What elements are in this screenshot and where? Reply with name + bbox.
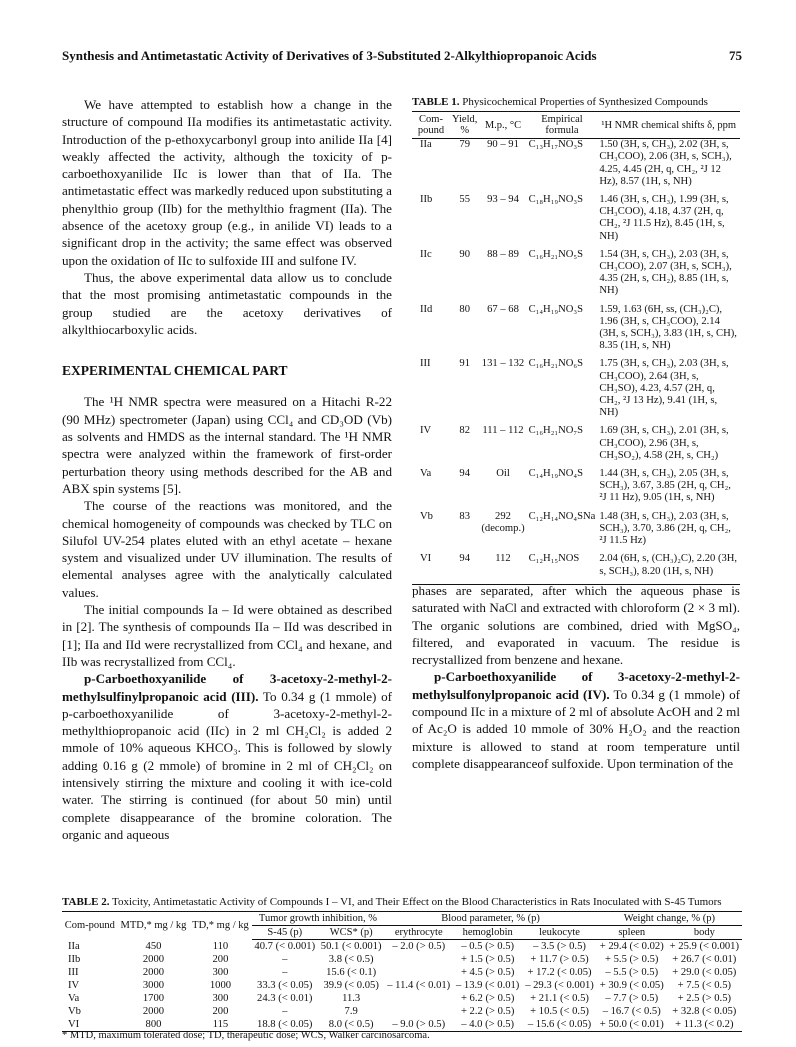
table-cell: 39.9 (< 0.05) [323,980,379,991]
table-cell: 88 – 89 [487,248,519,260]
column-header: WCS* (p) [318,926,384,940]
table-cell: C₁₄H₁₉NO₃S [528,303,583,315]
table-cell: 200 [212,954,229,965]
left-column [62,96,392,843]
table-cell: VI [62,1018,118,1032]
table-cell: 94 [450,553,479,584]
table-cell: 110 [212,940,229,952]
table-cell: IIb [68,954,81,965]
column-header: body [667,926,742,940]
table-1 [412,96,740,585]
table-cell: 292 (decomp.) [481,510,525,534]
table-cell: + 17.2 (< 0.05) [527,967,592,978]
group-header: Blood parameter, % (p) [384,912,596,926]
group-header: Weight change, % (p) [597,912,742,926]
table-1-caption [412,96,740,108]
table-cell: 1.75 (3H, s, CH₃), 2.03 (3H, s, CH₃COO), 2.64 (3H, s, CH₃SO), 4.23, 4.57 (2H, q, CH₂, ²J 13 Hz), 9.41 (1H, s, NH) [599,358,729,419]
table-cell: VI [412,553,450,584]
table-cell: III [68,967,79,978]
table-cell: C₁₆H₂₁NO₅S [528,248,583,260]
table-cell: + 2.5 (> 0.5) [677,993,732,1004]
table-cell: 1.46 (3H, s, CH₃), 1.99 (3H, s, CH₃COO), 4.18, 4.37 (2H, q, CH₂, ²J 11.5 Hz), 8.45 (1H, s, NH) [599,194,729,242]
paragraph-text: To 0.34 g (1 mmole) of compound IIc in a mixture of 2 ml of absolute AcOH and 2 ml of Ac₂O is added 10 mmole of 30% H₂O₂ and the reaction mixture is allowed to stand at room temperature until complete disappearanceof sulfoxide. Upon termination of the [412,686,740,771]
table-cell: – [282,967,288,978]
table-cell: IV [68,980,80,991]
table-cell: + 25.9 (< 0.001) [669,941,739,952]
table-cell: 90 – 91 [487,139,519,151]
table-cell: IIc [420,248,432,260]
table-1-label: TABLE 1. [412,96,460,108]
table-cell: 1000 [209,980,232,991]
running-title: Synthesis and Antimetastatic Activity of Derivatives of 3-Substituted 2-Alkylthiopropanoic Acids [62,48,597,63]
table-row [62,966,742,979]
column-header: spleen [597,926,667,940]
table-row [412,468,740,511]
column-header: S-45 (p) [252,926,318,940]
table-cell: 300 [212,967,229,978]
table-cell: C₁₂H₁₄NO₄SNa [528,510,596,522]
table-cell: – 2.0 (> 0.5) [392,941,446,952]
table-cell: Va [68,993,80,1004]
table-cell: 40.7 (< 0.001) [254,941,316,952]
table-cell: 2.04 (6H, s, (CH₃)₂C), 2.20 (3H, s, SCH₃), 8.20 (1H, s, NH) [597,553,740,584]
table-row [412,194,740,249]
table-cell: 91 [459,358,470,370]
table-cell: 11.3 [342,993,361,1004]
table-cell: C₁₈H₁₉NO₃S [528,194,583,206]
table-2-title: Toxicity, Antimetastatic Activity of Compounds I – VI, and Their Effect on the Blood Characteristics in Rats Inoculated with S-45 Tumors [109,896,722,908]
table-cell: IId [420,303,433,315]
table-cell: – 5.5 (> 0.5) [605,967,659,978]
table-cell: 200 [212,1006,229,1017]
paragraph: Thus, the above experimental data allow us to conclude that the most promising antimetastatic compounds in the group studied are the acetoxy derivatives of alkylthiocarboxylic acids. [62,269,392,337]
table-cell: 3000 [142,980,165,991]
column-header: TD,* mg / kg [189,912,251,940]
paragraph: The ¹H NMR spectra were measured on a Hitachi R-22 (90 MHz) spectrometer (Japan) using CCl₄ and CD₃OD (Vb) as solvents and HMDS as the internal standard. The ¹H NMR spectra were analyzed within the framework of first-order perturbation theory using methods described for the AB and ABX spin systems [5]. [62,394,392,496]
table-cell: – 15.6 (< 0.05) [522,1018,597,1032]
table-cell: 79 [459,139,470,151]
paragraph-text: To 0.34 g (1 mmole) of p-carboethoxyanilide of 3-acetoxy-2-methyl-2-methylthiopropanoic acid (IIc) in 2 ml CH₂Cl₂ is added 2 mmole of 10% aqueous KHCO₃. This is followed by slowly adding 0.16 g (2 mmole) of bromine in 2 ml of CH₂Cl₂ on intensively stirring the mixture and cooling it with ice-cold water. The stirring is continued (for about 50 min) until complete disappearance of the bromine coloration. The organic and aqueous [62,688,392,842]
table-cell: + 6.2 (> 0.5) [460,993,515,1004]
page-number: 75 [729,48,742,63]
table-cell: III [420,358,431,370]
table-cell: 3.8 (< 0.5) [328,954,374,965]
table-row [412,249,740,304]
table-cell: 80 [459,303,470,315]
table-row [412,425,740,468]
table-row [412,304,740,359]
paragraph: phases are separated, after which the aqueous phase is saturated with NaCl and extracted with chloroform (2 × 3 ml). The organic solutions are combined, dried with MgSO₄, filtered, and evaporated in vacuum. The residue is recrystallized from benzene and hexane. [412,583,740,668]
table-cell: 94 [459,468,470,480]
table-cell: 90 [459,248,470,260]
column-header: leukocyte [522,926,597,940]
table-cell: Vb [68,1006,81,1017]
table-cell: IIb [420,194,433,206]
table-cell: + 50.0 (< 0.01) [597,1018,667,1032]
table-row [62,992,742,1005]
table-cell: + 30.9 (< 0.05) [599,980,664,991]
table-cell: 1.59, 1.63 (6H, ss, (CH₃)₂C), 1.96 (3H, s, CH₃COO), 2.14 (3H, s, SCH₃), 3.83 (1H, s, CH), 8.35 (1H, s, NH) [599,303,737,352]
table-cell: 1.48 (3H, s, CH₃), 2.03 (3H, s, SCH₃), 3.70, 3.86 (2H, q, CH₂, ²J 11.5 Hz) [599,510,731,547]
table-1-grid [412,111,740,585]
paragraph [412,668,740,772]
table-row [412,139,740,194]
table-cell: Vb [420,510,433,522]
table-cell: 115 [189,1018,251,1032]
table-cell: + 4.5 (> 0.5) [460,967,515,978]
table-cell: Va [420,468,432,480]
compound-heading: p-Carboethoxyanilide of 3-acetoxy-2-methyl-2-methylsulfonylpropanoic acid (IV). [412,669,740,702]
table-cell: + 10.5 (< 0.5) [530,1006,589,1017]
table-cell [384,1005,453,1018]
table-cell: – 0.5 (> 0.5) [461,941,515,952]
group-header: Tumor growth inhibition, % [252,912,385,926]
table-cell: 300 [212,993,229,1004]
table-cell: IIa [420,139,432,151]
column-header: M.p., °C [479,112,526,139]
column-header: Empirical formula [527,112,598,139]
table-cell: + 2.2 (> 0.5) [460,1006,515,1017]
table-cell: + 21.1 (< 0.5) [530,993,589,1004]
paragraph: We have attempted to establish how a change in the structure of compound IIa modifies its antimetastatic activity. Introduction of the p-ethoxycarbonyl group into anilide IIa [4] weakly affected the activity, although the toxicity of p-carboethoxyanilide IIc is lower than that of IIa. The antimetastatic effect was markedly reduced upon substituting a phenylthio group (IIb) for the methylthio fragment (IIa). The absence of the acetoxy group (e.g., in anilide VI) leads to a significant drop in the activity; the same effect was observed upon the oxidation of IIc to sulfoxide III and sulfone IV. [62,97,392,268]
section-heading: EXPERIMENTAL CHEMICAL PART [62,363,288,379]
table-row [412,553,740,584]
table-cell: + 32.8 (< 0.05) [672,1006,737,1017]
table-cell: + 29.4 (< 0.02) [599,941,664,952]
table-cell: 8.0 (< 0.5) [318,1018,384,1032]
table-cell: 1.54 (3H, s, CH₃), 2.03 (3H, s, CH₃COO), 2.07 (3H, s, SCH₃), 4.35 (2H, s, CH₂), 8.85 (1H, s, NH) [599,248,732,297]
right-column [412,582,740,772]
table-cell: 82 [459,425,470,437]
table-cell: C₁₆H₂₁NO₇S [528,425,583,437]
table-cell: 1.69 (3H, s, CH₃), 2.01 (3H, s, CH₃COO), 2.96 (3H, s, CH₃SO₂), 4.58 (2H, s, CH₂) [599,425,729,461]
table-cell: + 5.5 (> 0.5) [605,954,659,965]
table-cell: 33.3 (< 0.05) [257,980,313,991]
table-row [62,953,742,966]
table-cell: 131 – 132 [481,358,525,370]
table-cell: + 7.5 (< 0.5) [677,980,732,991]
table-cell: 800 [118,1018,190,1032]
table-cell: + 26.7 (< 0.01) [672,954,737,965]
table-cell [384,992,453,1005]
paragraph: The initial compounds Ia – Id were obtained as described in [2]. The synthesis of compounds IIa – IId was described in [1]; IIa and IId were recrystallized from CCl₄ and hexane, and IIb was recrystallized from CCl₄. [62,602,392,669]
table-cell: C₁₂H₁₅NOS [527,553,598,584]
table-cell: 2000 [142,954,165,965]
table-cell: 18.8 (< 0.05) [252,1018,318,1032]
paragraph [62,670,392,843]
table-cell: 93 – 94 [487,194,519,206]
table-cell: C₁₃H₁₇NO₃S [528,139,583,151]
running-header [62,48,742,64]
table-cell: – 29.3 (< 0.001) [525,980,594,991]
table-cell: 1.50 (3H, s, CH₃), 2.02 (3H, s, CH₃COO), 2.06 (3H, s, SCH₃), 4.25, 4.45 (2H, q, CH₂, ²J 12 Hz), 8.57 (1H, s, NH) [599,139,732,187]
table-cell: C₁₄H₁₉NO₄S [528,468,583,480]
table-cell: – 7.7 (> 0.5) [605,993,659,1004]
table-cell: 7.9 [344,1006,358,1017]
table-cell: IV [420,425,432,437]
table-1-title: Physicochemical Properties of Synthesized Compounds [459,96,708,108]
table-cell: – 4.0 (> 0.5) [453,1018,522,1032]
compound-heading: p-Carboethoxyanilide of 3-acetoxy-2-methyl-2-methylsulfinylpropanoic acid (III). [62,671,392,704]
table-cell: + 29.0 (< 0.05) [672,967,737,978]
column-header: Com-pound [62,912,118,940]
table-row [412,358,740,425]
table-cell: + 11.3 (< 0.2) [667,1018,742,1032]
table-cell: 67 – 68 [487,303,519,315]
column-header: erythrocyte [384,926,453,940]
column-header: hemoglobin [453,926,522,940]
table-row [62,979,742,992]
table-2 [62,896,742,1032]
table-row [62,1005,742,1018]
table-cell: – 16.7 (< 0.5) [602,1006,661,1017]
table-cell: – 9.0 (> 0.5) [384,1018,453,1032]
table-cell: 450 [145,940,162,952]
table-cell: 111 – 112 [482,425,524,437]
table-cell: 15.6 (< 0.1) [326,967,377,978]
table-cell: – 11.4 (< 0.01) [387,980,451,991]
table-row [412,511,740,554]
table-cell: – [282,954,288,965]
table-cell: + 11.7 (> 0.5) [530,954,589,965]
table-2-grid [62,911,742,1032]
table-cell: 83 [459,510,470,522]
table-cell: C₁₆H₂₁NO₆S [528,358,583,370]
table-cell: – 3.5 (> 0.5) [533,941,586,952]
table-cell: 24.3 (< 0.01) [257,993,313,1004]
table-row [62,940,742,954]
table-cell: + 1.5 (> 0.5) [460,954,515,965]
table-cell: 2000 [142,967,165,978]
table-cell: 1700 [142,993,165,1004]
column-header: ¹H NMR chemical shifts δ, ppm [597,112,740,139]
table-cell: 50.1 (< 0.001) [320,941,382,952]
paragraph: The course of the reactions was monitored, and the chemical homogeneity of compounds was checked by TLC on Silufol UV-254 plates eluted with an ethyl acetate – hexane system and visualized under UV illumination. The results of elemental analyses agree with the analytically calculated values. [62,498,392,600]
table-cell [384,953,453,966]
table-2-footnote: * MTD, maximum tolerated dose; TD, therapeutic dose; WCS, Walker carcinosarcoma. [62,1030,430,1041]
table-cell: IIa [68,940,80,952]
table-2-caption [62,896,742,908]
table-cell: 2000 [142,1006,165,1017]
table-cell: – [282,1006,288,1017]
table-cell [384,966,453,979]
column-header: Yield, % [450,112,479,139]
table-cell: Oil [496,468,510,480]
table-2-label: TABLE 2. [62,896,110,908]
table-cell: – 13.9 (< 0.01) [455,980,520,991]
table-cell: 1.44 (3H, s, CH₃), 2.05 (3H, s, SCH₃), 3.67, 3.85 (2H, q, CH₂, ²J 11 Hz), 9.05 (1H, s, NH) [599,468,731,504]
column-header: Com-pound [412,112,450,139]
column-header: MTD,* mg / kg [118,912,190,940]
table-cell: 55 [459,194,470,206]
table-cell: 112 [479,553,526,584]
